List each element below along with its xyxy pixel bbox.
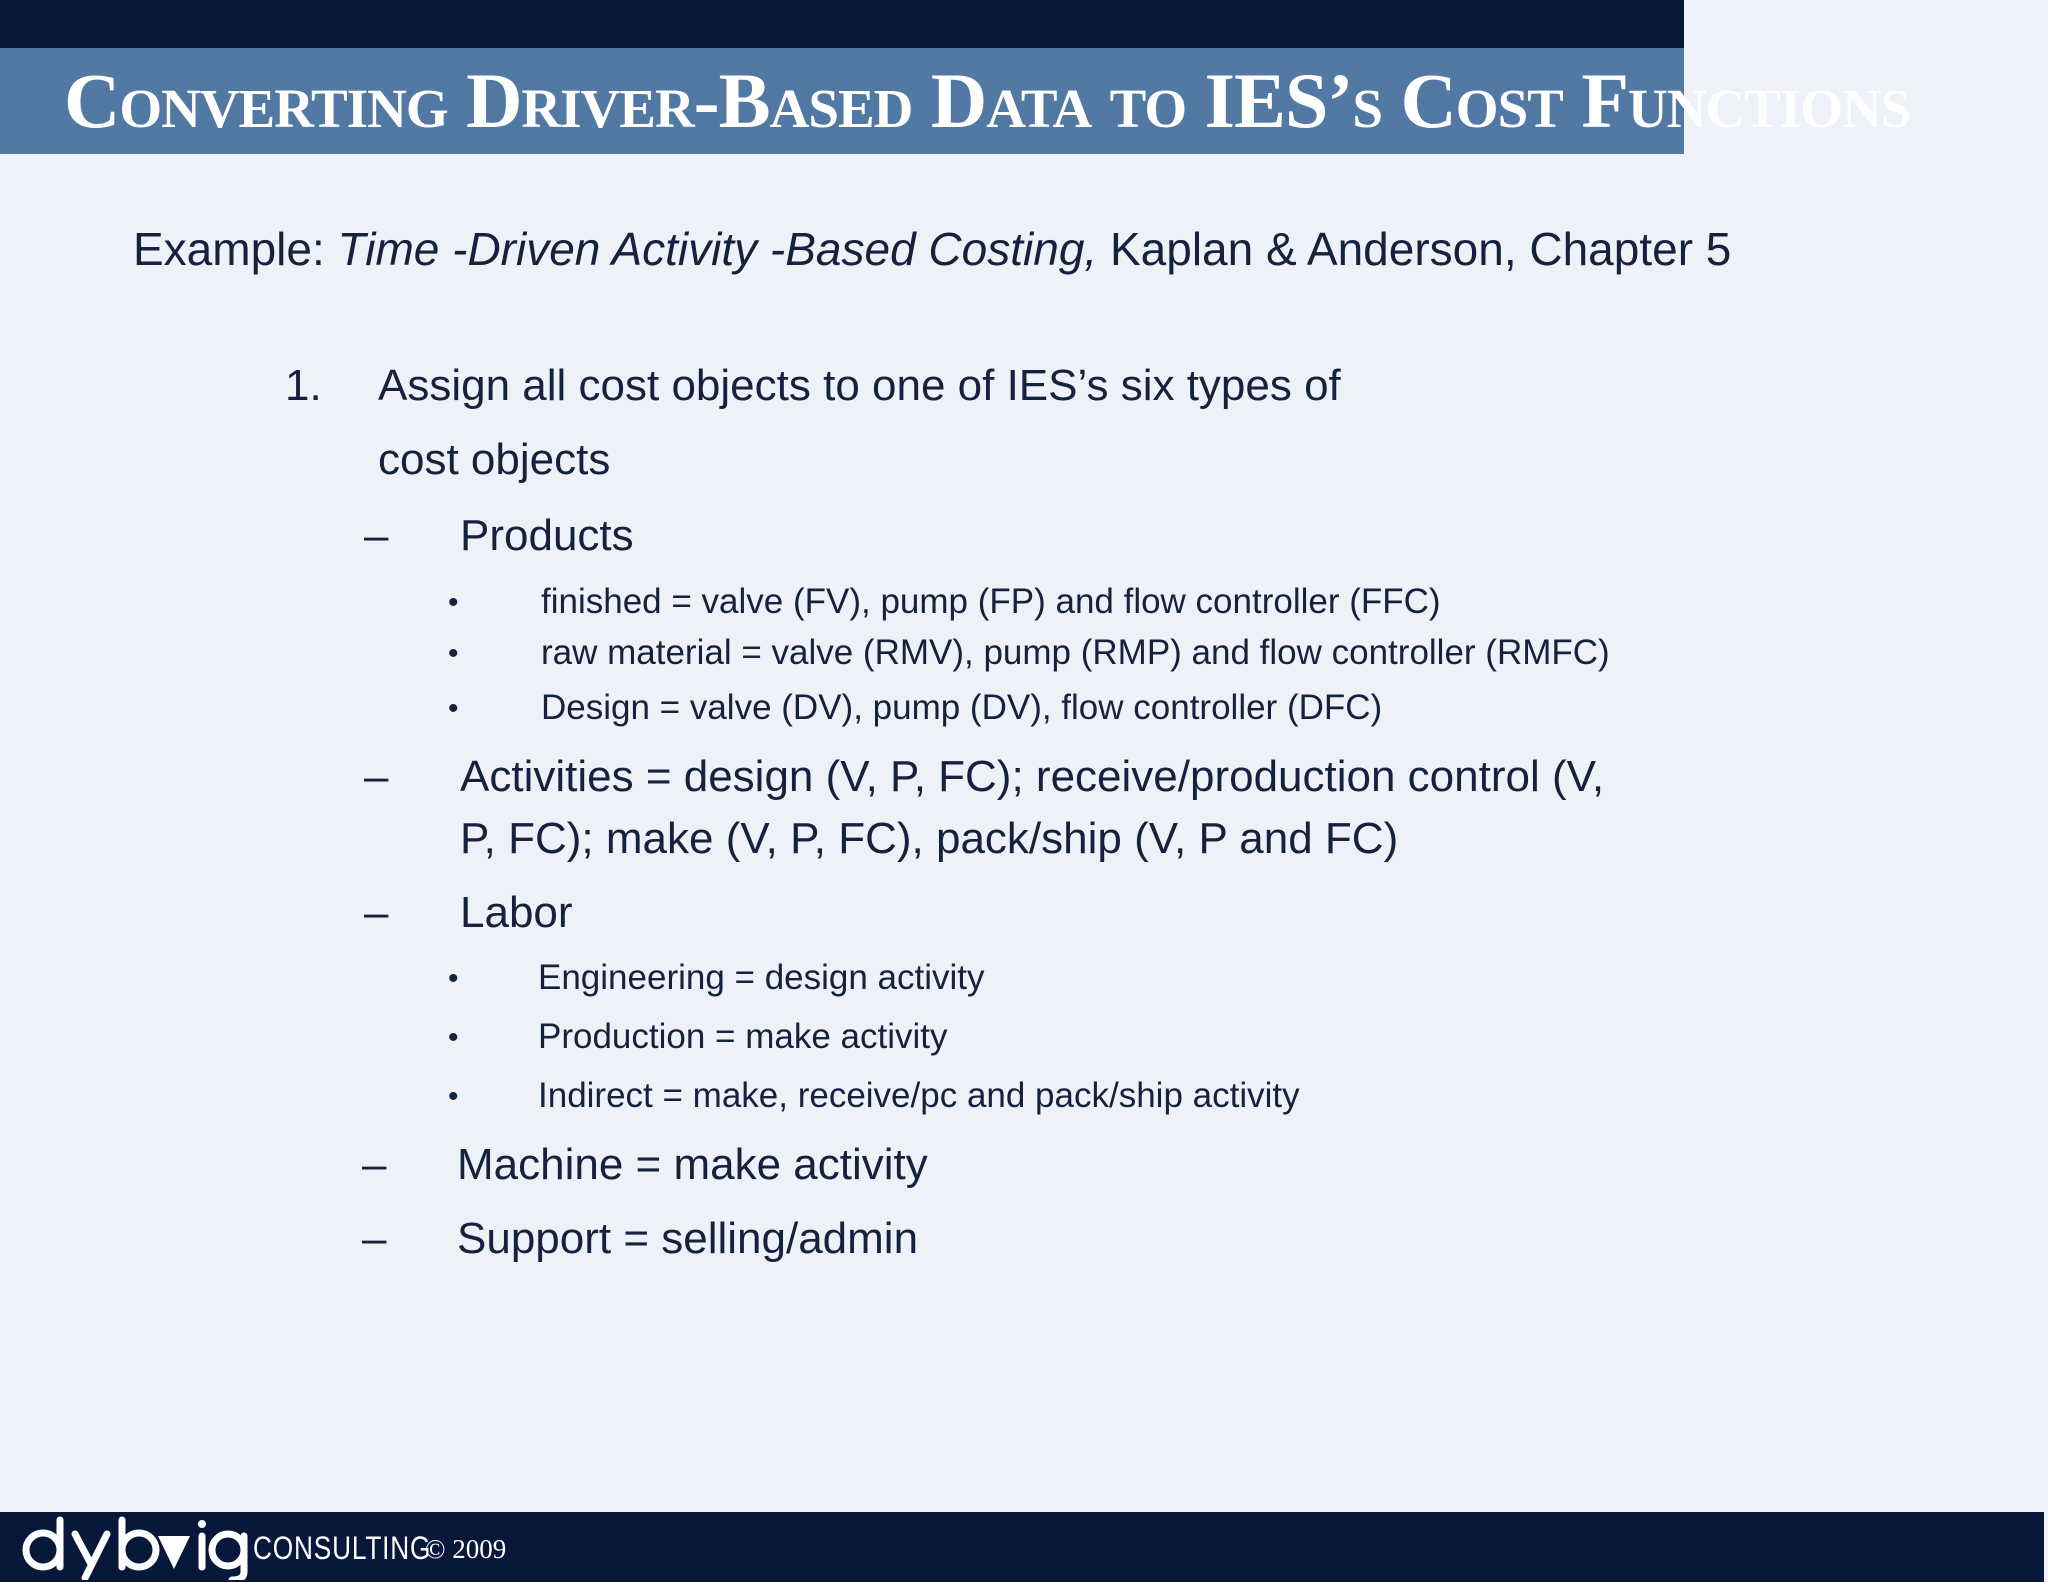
dash-marker: –	[364, 888, 389, 937]
footer-bar	[0, 1512, 2044, 1582]
copyright-label: © 2009	[425, 1534, 507, 1564]
bullet-marker: •	[448, 962, 459, 995]
products-item-raw-material: raw material = valve (RMV), pump (RMP) and flow controller (RMFC)	[541, 633, 1610, 672]
products-item-finished: finished = valve (FV), pump (FP) and flow controller (FFC)	[541, 582, 1441, 621]
slide-title: Converting Driver-Based Data to IES’s Cost Functions	[64, 57, 1911, 144]
bullet-marker: •	[448, 692, 459, 725]
step-text-line2: cost objects	[378, 435, 611, 484]
bullet-marker: •	[448, 1021, 459, 1054]
dybvig-logo	[18, 1514, 248, 1580]
products-label: Products	[460, 511, 634, 560]
dash-marker: –	[364, 752, 389, 801]
example-prefix: Example:	[133, 223, 338, 275]
top-bar	[0, 0, 1684, 48]
bullet-marker: •	[448, 586, 459, 619]
dash-marker: –	[362, 1140, 387, 1189]
labor-item-production: Production = make activity	[538, 1017, 948, 1056]
dash-marker: –	[364, 511, 389, 560]
labor-label: Labor	[460, 888, 573, 937]
dash-marker: –	[362, 1214, 387, 1263]
title-band	[0, 48, 1911, 154]
step-number: 1.	[285, 361, 322, 410]
consulting-label: CONSULTING	[253, 1530, 432, 1566]
labor-item-indirect: Indirect = make, receive/pc and pack/ship activity	[538, 1076, 1300, 1115]
example-suffix: Kaplan & Anderson, Chapter 5	[1097, 223, 1732, 275]
activities-line2: P, FC); make (V, P, FC), pack/ship (V, P and FC)	[460, 814, 1399, 863]
bullet-marker: •	[448, 637, 459, 670]
labor-item-engineering: Engineering = design activity	[538, 958, 985, 997]
bullet-marker: •	[448, 1080, 459, 1113]
support-item: Support = selling/admin	[457, 1214, 919, 1263]
example-citation	[133, 222, 1731, 276]
book-title: Time -Driven Activity -Based Costing,	[337, 223, 1098, 275]
machine-item: Machine = make activity	[457, 1140, 928, 1189]
activities-line1: Activities = design (V, P, FC); receive/production control (V,	[460, 752, 1605, 801]
step-text-line1: Assign all cost objects to one of IES’s six types of	[378, 361, 1341, 410]
products-item-design: Design = valve (DV), pump (DV), flow controller (DFC)	[541, 688, 1383, 727]
